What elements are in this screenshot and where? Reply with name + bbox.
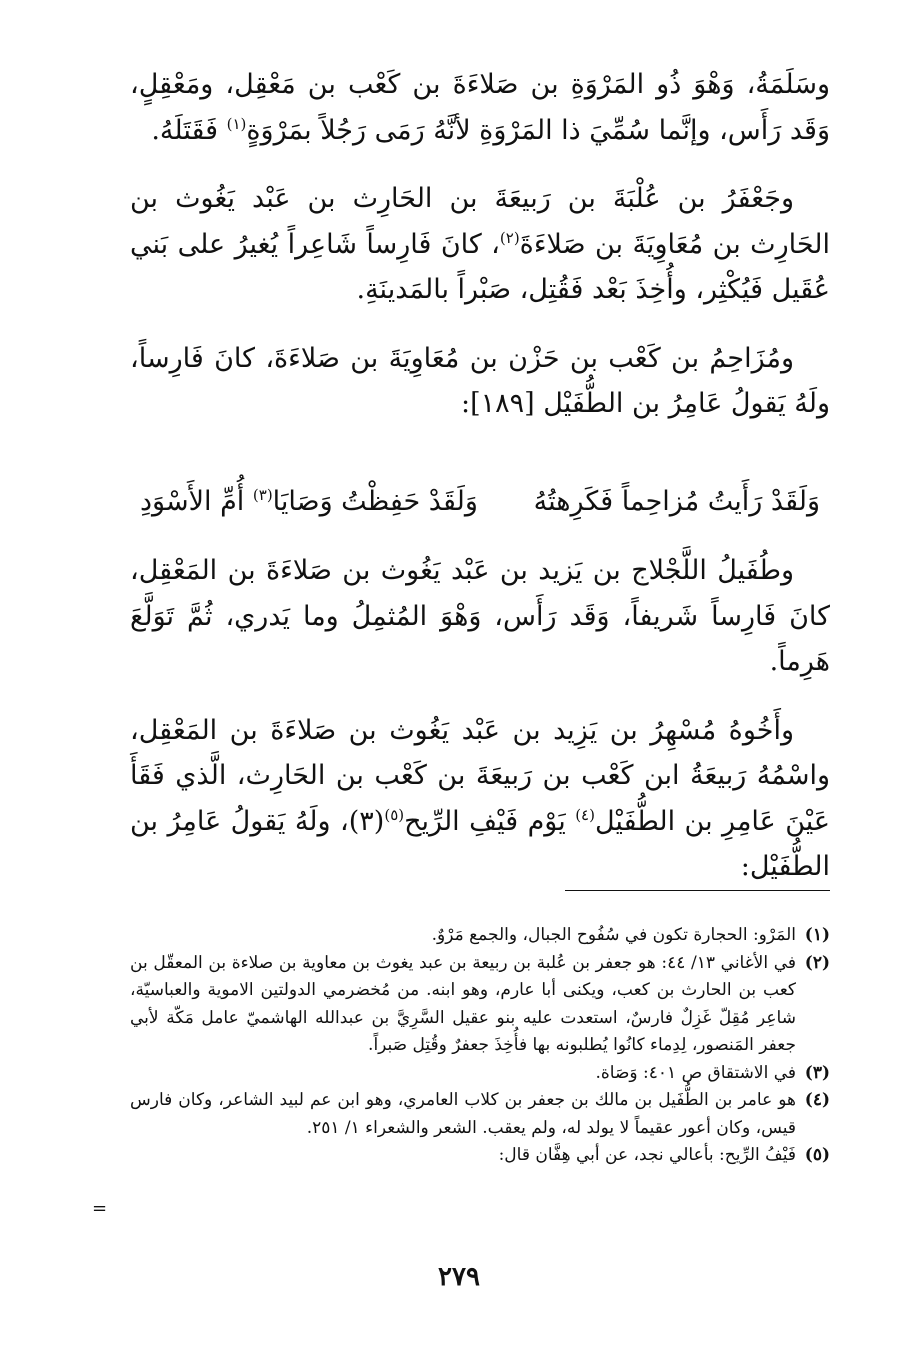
footnote-ref-3[interactable]: (٣) [252,485,273,504]
footnote-ref-1[interactable]: (١) [226,114,247,133]
footnote-number: (٢) [804,952,830,973]
footnote-text: فَيْفُ الرِّيح: بأعالي نجد، عن أبي هِفَّان قال: [498,1145,796,1165]
verse-right-hemistich: وَلَقَدْ رَأَيتُ مُزاحِماً فَكَرِهتُهُ [533,485,820,517]
continuation-mark: = [92,1198,108,1219]
footnote-3 [130,1060,830,1088]
footnotes [130,922,830,1170]
poetry-verse [130,479,830,525]
footnote-4 [130,1087,830,1142]
footnote-ref-5[interactable]: (٥) [384,805,405,824]
footnote-text: في الأغاني ١٣/ ٤٤: هو جعفر بن عُلبة بن ربيعة بن عبد يغوث بن معاوية بن صلاءة بن المعقّل بن كعب بن الحارث بن كعب، ويكنى أبا عارم، وهو ابنه. من مُخضرمي الدولتين الاموية والعباسيّة، شاعِر مُقِلّ غَزِلٌ فارسٌ، استعدت عليه بنو عقيل السَّرِيَّ بن عبدالله الهاشميّ عامل مَكّة لأبي جعفر المَنصور، لِدِماء كانُوا يُطلبونه بها فأُخِذَ جعفرٌ وقُتِل صَبراً. [130,952,796,1055]
footnote-number: (٥) [804,1145,830,1165]
footnote-text: المَرْو: الحجارة تكون في سُفُوح الجبال، والجمع مَرْوٌ. [431,925,796,945]
footnote-text: هو عامر بن الطُّفَيل بن مالك بن جعفر بن كلاب العامري، وهو ابن عم لبيد الشاعر، وكان فارس قيس، وكان أعور عقيماً لا يولد له، ولم يعقب. الشعر والشعراء ١/ ٢٥١. [130,1090,796,1138]
page-number: ٢٧٩ [438,1262,480,1292]
footnote-number: (٤) [804,1090,830,1110]
paragraph-3: ومُزَاحِمُ بن كَعْب بن حَزْن بن مُعَاوِيَةَ بن صَلاءَةَ، كانَ فَارِساً، ولَهُ يَقولُ عَامِرُ بن الطُّفَيْل [١٨٩]: [130,342,830,419]
footnote-text: في الاشتقاق ص ٤٠١: وَصَاة. [595,1062,796,1083]
paragraph-4: وطُفَيلُ اللَّجْلاج بن يَزيد بن عَبْد يَغُوث بن صَلاءَةَ بن المَعْقِل، كانَ فَارِساً شَريفاً، وَقَد رَأَس، وَهْوَ المُثمِلُ وما يَدري، ثُمَّ تَوَلَّعَ هَرِماً. [130,555,830,677]
paragraph-5: وأَخُوهُ مُسْهِرُ بن يَزِيد بن عَبْد يَغُوث بن صَلاءَةَ بن المَعْقِل، واسْمُهُ رَبيعَةُ ابن كَعْب بن رَبيعَةَ بن كَعْب بن الحَارِث، الَّذي فَقَأَ عَيْنَ عَامِرِ بن الطُّفَيْل$^{(٤)}$ يَوْم فَيْفِ الرِّيح$^{(٥)}$(٣)، ولَهُ يَقولُ عَامِرُ بن الطُّفَيْل: [130,714,830,882]
footnote-2 [130,950,830,1060]
main-text [130,62,830,913]
footnote-number: (٣) [804,1062,830,1083]
footnote-5 [130,1142,830,1170]
footnote-1 [130,922,830,950]
footnote-ref-4[interactable]: (٤) [575,805,595,824]
footnote-divider [565,890,830,891]
footnote-number: (١) [804,925,830,945]
verse-left-hemistich: وَلَقَدْ حَفِظْتُ وَصَايَا$^{(٣)}$ أُمِّ الأَسْوَدِ [140,485,478,517]
paragraph-2: وجَعْفَرُ بن عُلْبَةَ بن رَبيعَةَ بن الحَارِث بن عَبْد يَغُوث بن الحَارِث بن مُعَاوِيَةَ بن صَلاءَةَ$^{(٢)}$، كانَ فَارِساً شَاعِراً يُغيرُ على بَني عُقَيل فَيُكْثِر، وأُخِذَ بَعْد فَقُتِل، صَبْراً بالمَدينَةِ. [130,183,830,305]
footnote-ref-2[interactable]: (٢) [499,228,520,247]
paragraph-1: وسَلَمَةُ، وَهْوَ ذُو المَرْوَةِ بن صَلاءَةَ بن كَعْب بن مَعْقِل، ومَعْقِلٍ، وَقَد رَأَس، وإنَّما سُمِّيَ ذا المَرْوَةِ لأنَّهُ رَمَى رَجُلاً بمَرْوَةٍ$^{(١)}$ فَقَتَلَهُ. [130,69,830,146]
